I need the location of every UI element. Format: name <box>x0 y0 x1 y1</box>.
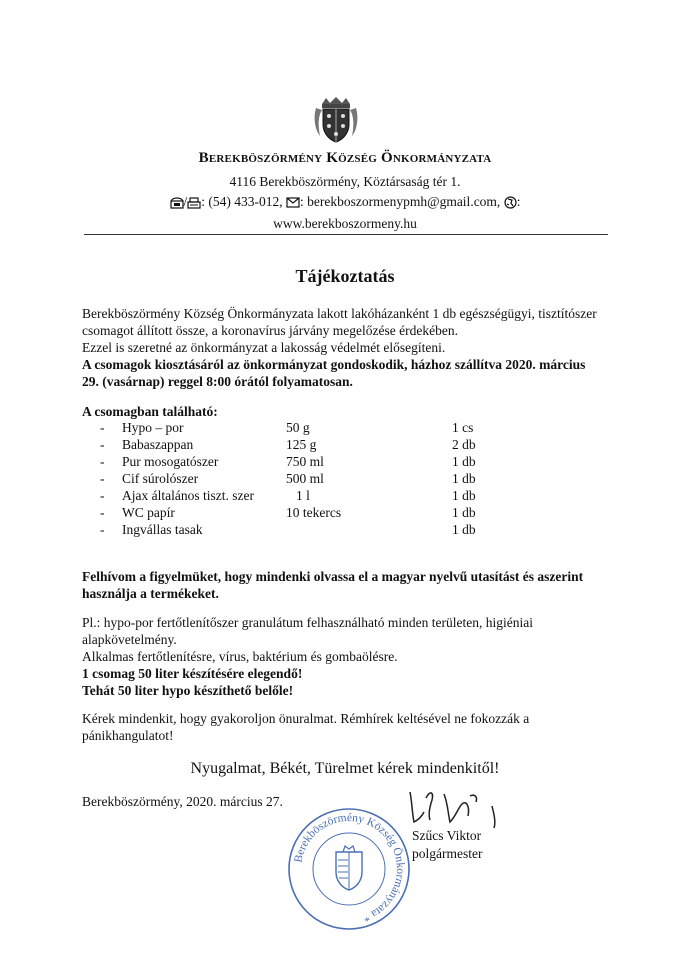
official-stamp <box>286 806 412 932</box>
intro-line: Berekböszörmény Község Önkormányzata lakott lakóházanként 1 db egészségügyi, tisztítószer <box>82 306 597 321</box>
envelope-icon <box>286 197 300 208</box>
item-name: Hypo – por <box>122 420 184 435</box>
package-heading: A csomagban található: <box>82 404 218 419</box>
page-title: Tájékoztatás <box>295 266 395 286</box>
signature <box>404 786 514 830</box>
contact-line: / : (54) 433-012, : berekboszormenypmh@gmail.com, : <box>0 194 690 210</box>
intro-line: csomagot állított össze, a koronavírus járvány megelőzése érdekében. <box>82 323 458 338</box>
intro-bold-line: A csomagok kiosztásáról az önkormányzat gondoskodik, házhoz szállítva 2020. március <box>82 357 586 372</box>
organization-address: 4116 Berekböszörmény, Köztársaság tér 1. <box>229 174 461 189</box>
item-name: Babaszappan <box>122 437 194 452</box>
example-paragraph <box>82 614 610 699</box>
item-count: 1 db <box>452 454 476 469</box>
item-count: 1 db <box>452 505 476 520</box>
notice-paragraph <box>82 568 610 602</box>
list-item: - Cif súrolószer 500 ml 1 db <box>100 471 476 486</box>
list-item: - Ajax általános tiszt. szer 1 l 1 db <box>100 488 476 503</box>
example-line: Alkalmas fertőtlenítésre, vírus, baktérium és gombaölésre. <box>82 649 398 664</box>
phone-icon <box>170 197 184 209</box>
fax-icon <box>187 197 201 209</box>
item-count: 1 db <box>452 522 476 537</box>
item-quantity: 125 g <box>286 437 317 452</box>
intro-line: Ezzel is szeretné az önkormányzat a lakosság védelmét elősegíteni. <box>82 340 446 355</box>
globe-icon <box>504 196 517 209</box>
list-item: - Babaszappan 125 g 2 db <box>100 437 476 452</box>
item-count: 1 db <box>452 471 476 486</box>
notice-line: Felhívom a figyelmüket, hogy mindenki olvassa el a magyar nyelvű utasítást és aszerint <box>82 569 584 584</box>
item-quantity: 500 ml <box>286 471 324 486</box>
item-name: WC papír <box>122 505 175 520</box>
web-label-suffix: : <box>516 194 521 209</box>
item-name: Ingvállas tasak <box>122 522 203 537</box>
example-bold-line: 1 csomag 50 liter készítésére elegendő! <box>82 666 303 681</box>
item-name: Ajax általános tiszt. szer <box>122 488 254 503</box>
list-item: - Pur mosogatószer 750 ml 1 db <box>100 454 476 469</box>
svg-text:Berekböszörmény Község Önkormá: Berekböszörmény Község Önkormányzata * <box>292 811 407 924</box>
coat-of-arms-icon <box>312 96 360 144</box>
example-line: alapkövetelmény. <box>82 632 177 647</box>
example-bold-line: Tehát 50 liter hypo készíthető belőle! <box>82 683 294 698</box>
notice-line: használja a termékeket. <box>82 586 219 601</box>
list-item: - Ingvállas tasak 1 db <box>100 522 476 537</box>
list-item: - Hypo – por 50 g 1 cs <box>100 420 474 435</box>
email-address[interactable]: : berekboszormenypmh@gmail.com, <box>300 194 504 209</box>
website-link[interactable]: www.berekboszormeny.hu <box>273 216 417 231</box>
signatory-name: Szűcs Viktor <box>412 828 482 843</box>
item-count: 1 db <box>452 488 476 503</box>
item-name: Pur mosogatószer <box>122 454 219 469</box>
intro-bold-line: 29. (vasárnap) reggel 8:00 órától folyamatosan. <box>82 374 353 389</box>
item-quantity: 1 l <box>296 488 310 503</box>
signatory-title: polgármester <box>412 846 483 861</box>
example-line: Pl.: hypo-por fertőtlenítőszer granulátum felhasználható minden területen, higiéniai <box>82 615 533 630</box>
phone-number: : (54) 433-012, <box>201 194 287 209</box>
place-and-date: Berekböszörmény, 2020. március 27. <box>82 794 283 809</box>
item-quantity: 10 tekercs <box>286 505 342 520</box>
organization-name: Berekböszörmény Község Önkormányzata <box>198 150 492 166</box>
request-paragraph <box>82 710 610 744</box>
item-quantity: 750 ml <box>286 454 324 469</box>
item-count: 2 db <box>452 437 476 452</box>
header-divider <box>84 234 608 235</box>
item-quantity: 50 g <box>286 420 310 435</box>
item-count: 1 cs <box>452 420 474 435</box>
item-name: Cif súrolószer <box>122 471 199 486</box>
intro-paragraph <box>82 305 610 390</box>
closing-appeal: Nyugalmat, Békét, Türelmet kérek mindenkitől! <box>190 760 500 777</box>
request-line: Kérek mindenkit, hogy gyakoroljon önuralmat. Rémhírek keltésével ne fokozzák a <box>82 711 530 726</box>
request-line: pánikhangulatot! <box>82 728 174 743</box>
list-item: - WC papír 10 tekercs 1 db <box>100 505 476 520</box>
